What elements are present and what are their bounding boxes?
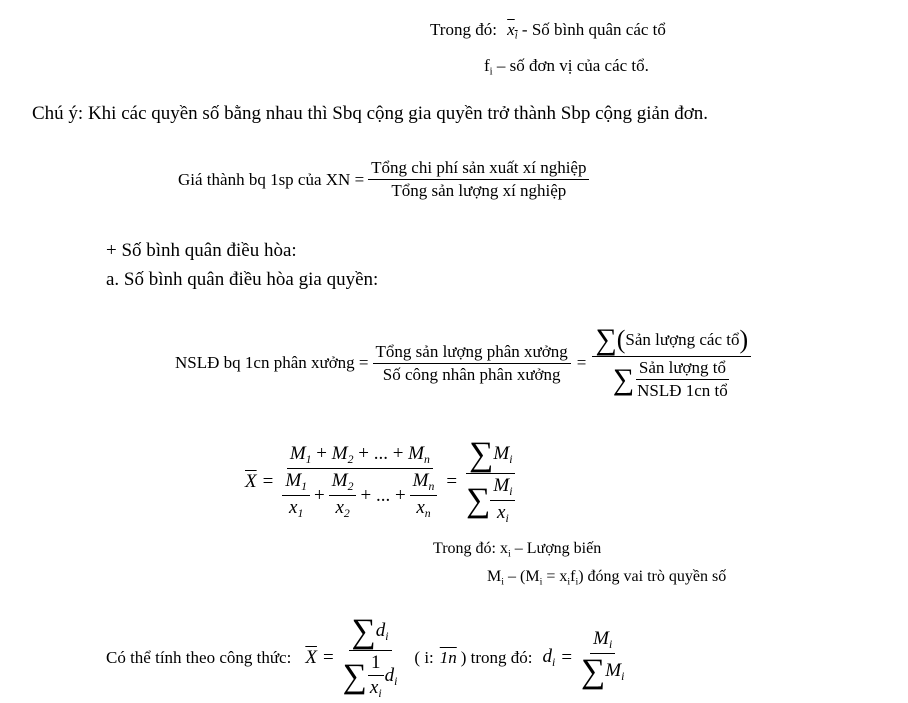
formula-cost-lhs: Giá thành bq 1sp của XN = [178,169,365,189]
formula-productivity-lhs: NSLĐ bq 1cn phân xưởng = [175,353,369,372]
sigma-symbol: ∑ [581,652,606,690]
equals-sign: = [576,353,587,372]
formula-productivity-fraction [373,342,571,385]
harmonic-denominator: $\frac{M_1}{x_1}$ + $\frac{M_2}{x_2}$ + ... + $\frac{M_n}{x_n}$ [279,469,440,521]
one-n-symbol: 1n [439,648,457,668]
where-prefix: Trong đó: [430,20,497,39]
sum-denominator [610,357,734,401]
where-line-2 [484,56,649,78]
section-bullet: + Số bình quân điều hòa: [106,240,297,261]
sum-numerator-text: Sản lượng các tổ [625,330,740,349]
d-i-fraction: $M_i$ ∑ $M_i$ [581,627,625,690]
where2-line-2: $M_i - (M_i = x_if_i)$ đóng vai trò quyền số [487,568,727,588]
harmonic-sum-fraction: ∑ $M_i$ ∑ $\frac{M_i}{x_i}$ [463,438,518,526]
sigma-symbol: ∑ [351,613,376,650]
x-bar-symbol: $\overline{X}$ [305,647,317,669]
f-symbol: $f_i$ [484,56,493,78]
formula-alternative-label: Có thể tính theo công thức: [106,648,292,668]
formula-productivity-denominator: Số công nhân phân xưởng [382,364,561,384]
formula-cost-denominator: Tổng sản lượng xí nghiệp [391,181,567,200]
x-bar-symbol: $x_i$ [507,20,518,42]
formula-alternative: Có thể tính theo công thức: $\overline{X}$ = ∑ $d_i$ ∑ $\frac{1}{x_i}$ $d_i$ ( i: 1n ) trong đó: $d_i$ = $M_i$ ∑ $M_i$ [106,615,627,701]
sum-numerator: ∑ ( Sản lượng các tổ ) [592,325,751,357]
formula-cost [178,158,589,201]
section-subheading: a. Số bình quân điều hòa gia quyền: [106,269,379,290]
formula-productivity-sum-fraction [592,325,751,401]
formula-alternative-fraction: ∑ $d_i$ ∑ $\frac{1}{x_i}$ $d_i$ [342,613,398,701]
inner-numerator: Sản lượng tổ [636,358,729,380]
x-bar-symbol: $\overline{X}$ [245,471,257,493]
inner-fraction [634,358,731,401]
formula-productivity-numerator: Tổng sản lượng phân xưởng [373,342,571,364]
sigma-symbol: ∑ [466,481,491,519]
where-desc-2: – số đơn vị của các tổ. [492,56,649,75]
sigma-symbol: ∑ [342,657,367,695]
harmonic-numerator: $M_1 + M_2$ + ... + $M_n$ [287,443,433,469]
sigma-symbol: ∑ [469,436,494,473]
where2-line-1: Trong đó: $x_i$ – Lượng biến [433,540,602,560]
note-paragraph: Chú ý: Khi các quyền số bằng nhau thì Sbq cộng gia quyền trở thành Sbp cộng giản đơn. [32,103,709,124]
formula-cost-numerator: Tổng chi phí sản xuất xí nghiệp [368,158,589,180]
formula-harmonic-mean: $\overline{X}$ = $M_1 + M_2$ + ... + $M_n$ $\frac{M_1}{x_1}$ + $\frac{M_2}{x_2}$ + ... + $\frac{M_n}{x_n}$ = ∑ $M_i$ ∑ $\frac{M_i}{x_i}$ [245,438,518,526]
inner-denominator: NSLĐ 1cn tổ [637,381,728,400]
sigma-symbol: ∑ [595,323,617,356]
formula-cost-fraction [368,158,589,201]
where-desc-1: - Số bình quân các tổ [517,20,666,39]
harmonic-fraction [279,443,440,521]
sigma-symbol: ∑ [612,362,635,396]
formula-productivity [175,325,751,401]
d-i-symbol: $d_i$ [542,646,556,670]
where-line-1 [430,20,666,42]
